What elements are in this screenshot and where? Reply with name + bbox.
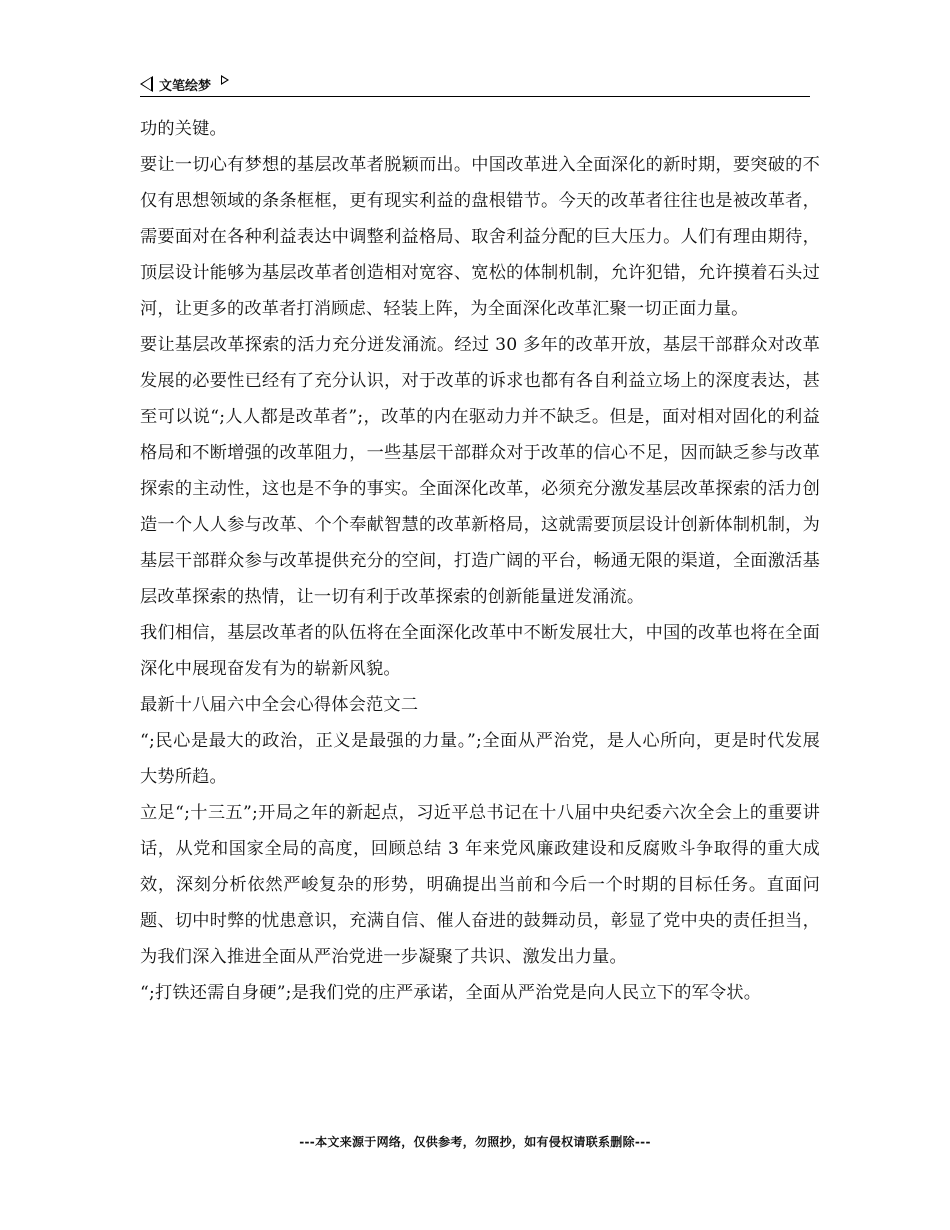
section-heading: 最新十八届六中全会心得体会范文二: [140, 695, 419, 715]
header-title: 文笔绘梦: [159, 78, 212, 94]
paragraph: “;打铁还需自身硬”;是我们党的庄严承诺，全面从严治党是向人民立下的军令状。: [140, 983, 762, 1003]
paragraph: 我们相信，基层改革者的队伍将在全面深化改革中不断发展壮大，中国的改革也将在全面深化中展现奋发有为的崭新风貌。: [140, 623, 820, 679]
triangle-left-icon: [140, 76, 153, 92]
page-header: [140, 72, 810, 97]
triangle-right-icon: [221, 75, 229, 85]
paragraph: “;民心是最大的政治，正义是最强的力量。”;全面从严治党，是人心所向，更是时代发展大势所趋。: [140, 731, 820, 787]
document-body: [140, 111, 820, 1011]
paragraph: 要让一切心有梦想的基层改革者脱颖而出。中国改革进入全面深化的新时期，要突破的不仅有思想领域的条条框框，更有现实利益的盘根错节。今天的改革者往往也是被改革者，需要面对在各种利益表达中调整利益格局、取舍利益分配的巨大压力。人们有理由期待，顶层设计能够为基层改革者创造相对宽容、宽松的体制机制，允许犯错，允许摸着石头过河，让更多的改革者打消顾虑、轻装上阵，为全面深化改革汇聚一切正面力量。: [140, 155, 820, 319]
paragraph: 要让基层改革探索的活力充分迸发涌流。经过 30 多年的改革开放，基层干部群众对改革发展的必要性已经有了充分认识，对于改革的诉求也都有各自利益立场上的深度表达，甚至可以说“;人人都是改革者”;，改革的内在驱动力并不缺乏。但是，面对相对固化的利益格局和不断增强的改革阻力，一些基层干部群众对于改革的信心不足，因而缺乏参与改革探索的主动性，这也是不争的事实。全面深化改革，必须充分激发基层改革探索的活力创造一个人人参与改革、个个奉献智慧的改革新格局，这就需要顶层设计创新体制机制，为基层干部群众参与改革提供充分的空间，打造广阔的平台，畅通无限的渠道，全面激活基层改革探索的热情，让一切有利于改革探索的创新能量迸发涌流。: [140, 335, 820, 607]
paragraph: 立足“;十三五”;开局之年的新起点，习近平总书记在十八届中央纪委六次全会上的重要讲话，从党和国家全局的高度，回顾总结 3 年来党风廉政建设和反腐败斗争取得的重大成效，深刻分析依然严峻复杂的形势，明确提出当前和今后一个时期的目标任务。直面问题、切中时弊的忧患意识，充满自信、催人奋进的鼓舞动员，彰显了党中央的责任担当，为我们深入推进全面从严治党进一步凝聚了共识、激发出力量。: [140, 803, 820, 967]
page-footer: ---本文来源于网络，仅供参考，勿照抄，如有侵权请联系删除---: [299, 1135, 651, 1149]
paragraph: 功的关键。: [140, 119, 227, 139]
